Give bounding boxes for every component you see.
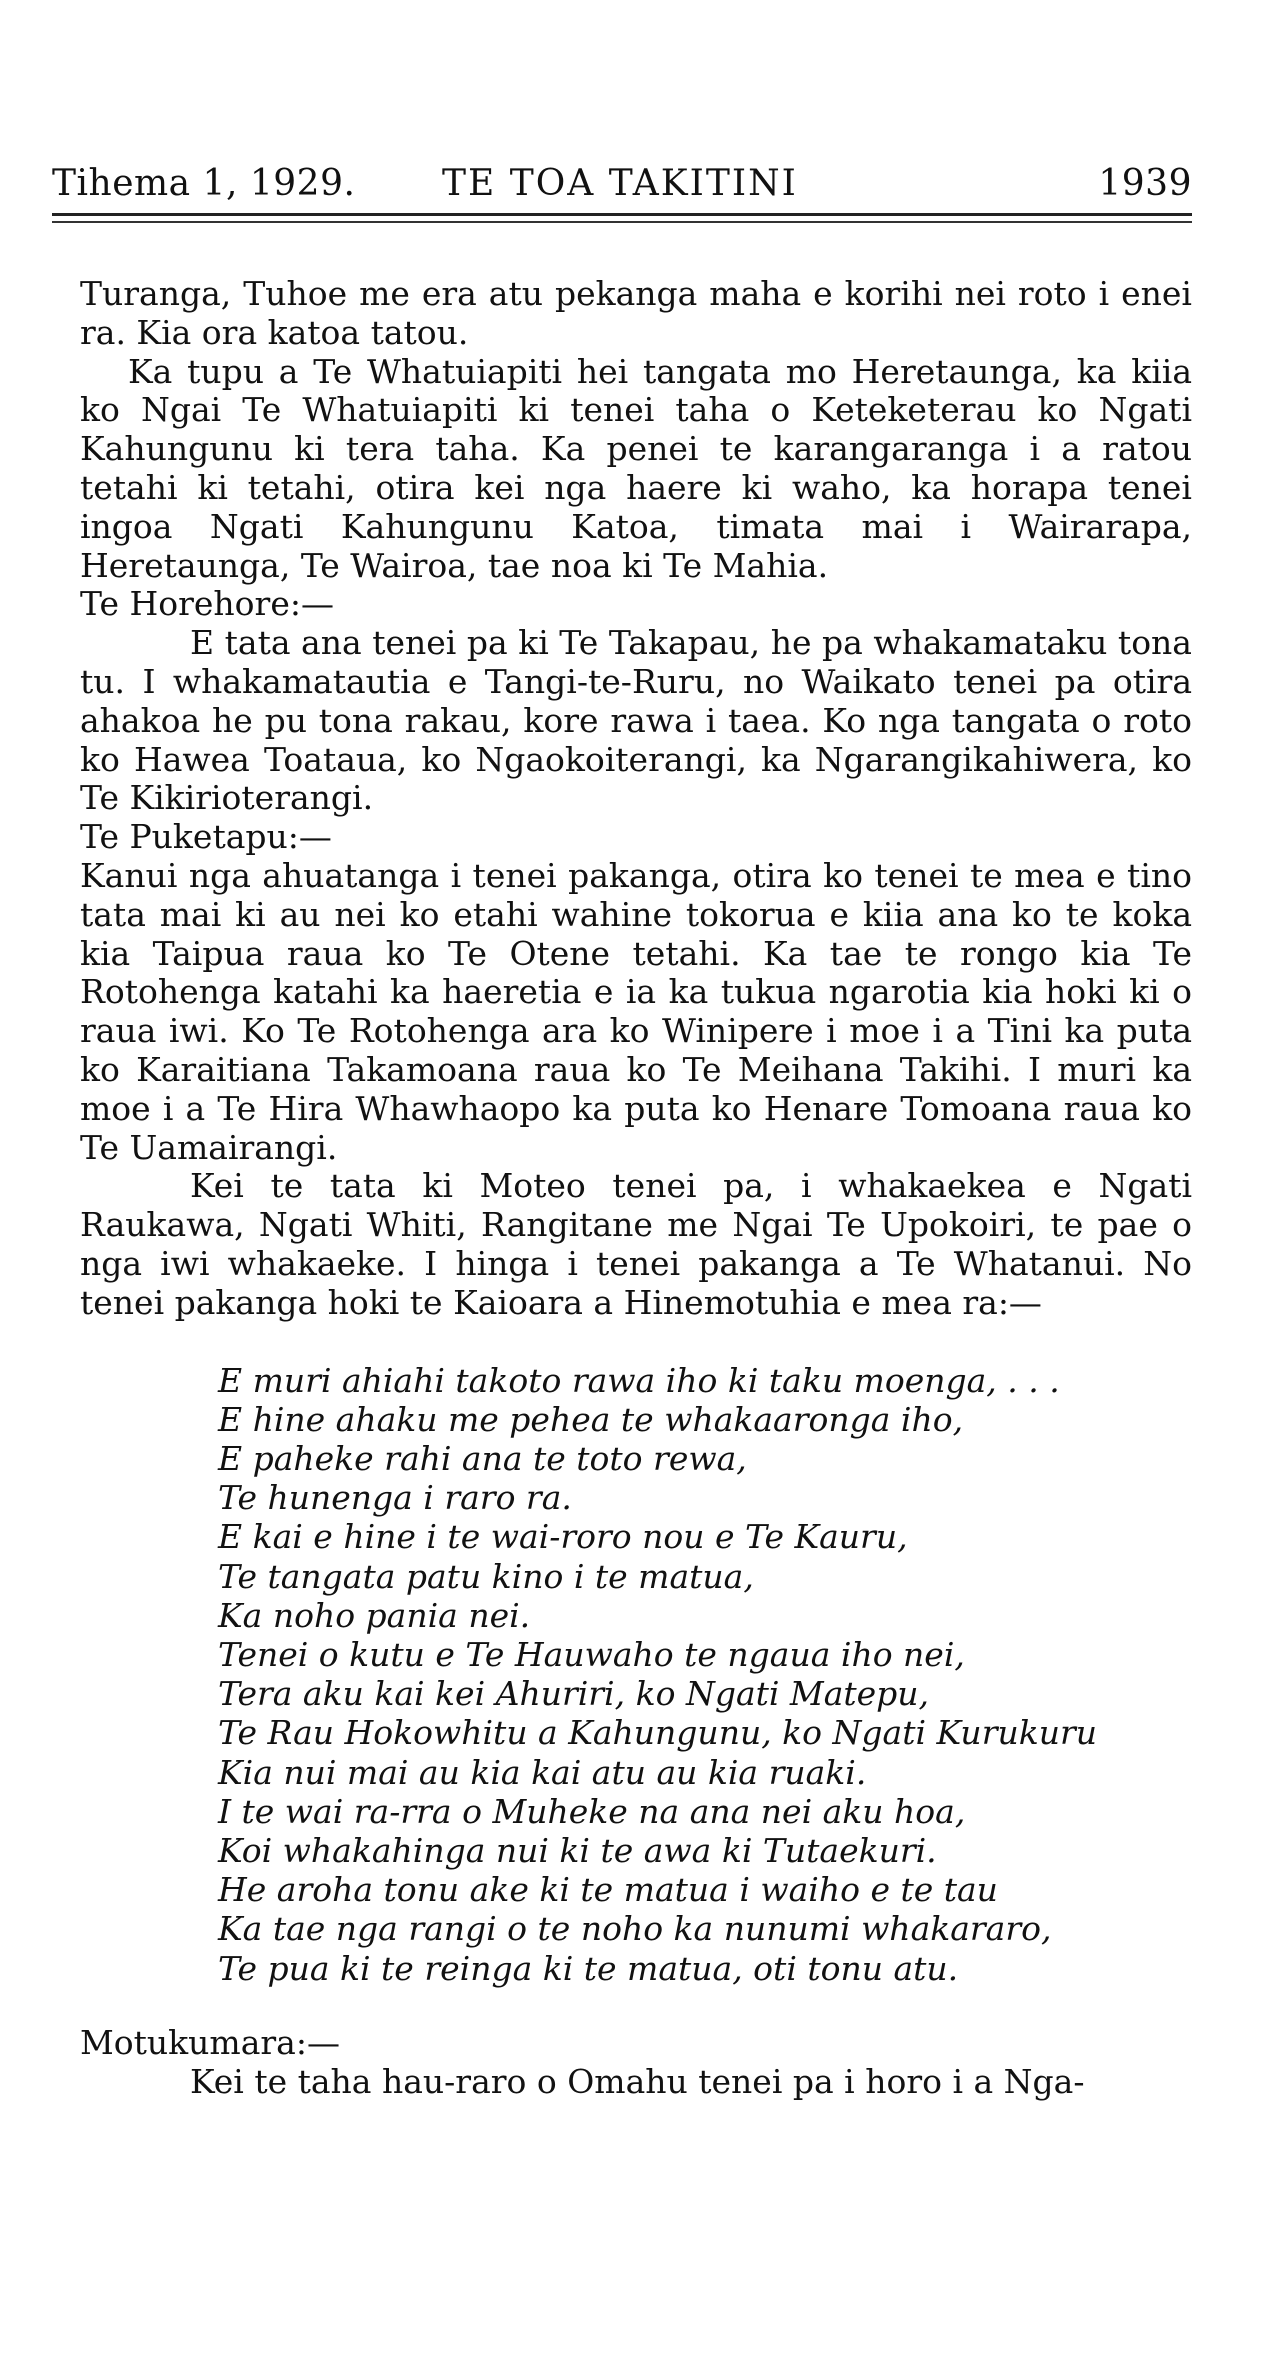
poem-line: Te pua ki te reinga ki te matua, oti tonu atu. [218, 1948, 959, 1988]
poem-line: Tenei o kutu e Te Hauwaho te ngaua iho nei, [218, 1634, 965, 1674]
poem-line: Te tangata patu kino i te matua, [218, 1556, 754, 1596]
header-date: Tihema 1, 1929. [52, 163, 356, 204]
speaker-heading: Motukumara:— [80, 2022, 340, 2062]
poem-line: Te Rau Hokowhitu a Kahungunu, ko Ngati Kurukuru [218, 1713, 1097, 1753]
poem-line: Te hunenga i raro ra. [218, 1478, 572, 1518]
speaker-heading: Te Puketapu:— [80, 817, 332, 857]
poem-line: Kia nui mai au kia kai atu au kia ruaki. [218, 1752, 867, 1792]
poem-line: E hine ahaku me pehea te whakaaronga iho, [218, 1399, 964, 1439]
paragraph: Ka tupu a Te Whatuiapiti hei tangata mo Heretaunga, ka kiia ko Ngai Te Whatuiapiti ki tenei taha o Keteketerau ko Ngati Kahungunu ki tera taha. Ka penei te karangaranga i a ratou tetahi ki tetahi, otira kei nga haere ki waho, ka horapa tenei ingoa Ngati Kahungunu Katoa, timata mai i Wairarapa, Heretaunga, Te Wairoa, tae noa ki Te Mahia. [80, 351, 1192, 585]
header-rule-bottom [52, 221, 1192, 223]
paragraph: Kei te tata ki Moteo tenei pa, i whakaekea e Ngati Raukawa, Ngati Whiti, Rangitane me Ngai Te Upokoiri, te pae o nga iwi whakaeke. I hinga i tenei pakanga a Te Whatanui. No tenei pakanga hoki te Kaioara a Hinemotuhia e mea ra:— [80, 1166, 1192, 1322]
page-number: 1939 [1098, 163, 1192, 204]
poem-block [80, 1361, 1192, 1988]
article-body [80, 275, 1192, 2101]
header-title: TE TOA TAKITINI [442, 163, 798, 204]
poem-line: Tera aku kai kei Ahuriri, ko Ngati Matepu, [218, 1674, 930, 1714]
paragraph: Kei te taha hau-raro o Omahu tenei pa i horo i a Nga- [190, 2061, 1085, 2101]
poem-line: E paheke rahi ana te toto rewa, [218, 1438, 747, 1478]
poem-line: Ka noho pania nei. [218, 1595, 531, 1635]
poem-line: E kai e hine i te wai-roro nou e Te Kauru, [218, 1517, 908, 1557]
poem-line: I te wai ra-rra o Muheke na ana nei aku hoa, [218, 1791, 966, 1831]
paragraph: Turanga, Tuhoe me era atu pekanga maha e korihi nei roto i enei ra. Kia ora katoa tatou. [80, 274, 1192, 352]
poem-line: E muri ahiahi takoto rawa iho ki taku moenga, . . . [218, 1360, 1060, 1400]
page-header [52, 163, 1192, 213]
header-rule-top [52, 213, 1192, 216]
poem-line: He aroha tonu ake ki te matua i waiho e te tau [218, 1870, 998, 1910]
poem-line: Ka tae nga rangi o te noho ka nunumi whakararo, [218, 1909, 1052, 1949]
poem-line: Koi whakahinga nui ki te awa ki Tutaekuri. [218, 1830, 937, 1870]
paragraph: Kanui nga ahuatanga i tenei pakanga, otira ko tenei te mea e tino tata mai ki au nei ko etahi wahine tokorua e kiia ana ko te koka kia Taipua raua ko Te Otene tetahi. Ka tae te rongo kia Te Rotohenga katahi ka haeretia e ia ka tukua ngarotia kia hoki ki o raua iwi. Ko Te Rotohenga ara ko Winipere i moe i a Tini ka puta ko Karaitiana Takamoana raua ko Te Meihana Takihi. I muri ka moe i a Te Hira Whawhaopo ka puta ko Henare Tomoana raua ko Te Uamairangi. [80, 855, 1192, 1167]
speaker-heading: Te Horehore:— [80, 584, 334, 624]
paragraph: E tata ana tenei pa ki Te Takapau, he pa whakamataku tona tu. I whakamatautia e Tangi-te-Ruru, no Waikato tenei pa otira ahakoa he pu tona rakau, kore rawa i taea. Ko nga tangata o roto ko Hawea Toataua, ko Ngaokoiterangi, ka Ngarangikahiwera, ko Te Kikirioterangi. [80, 623, 1192, 818]
